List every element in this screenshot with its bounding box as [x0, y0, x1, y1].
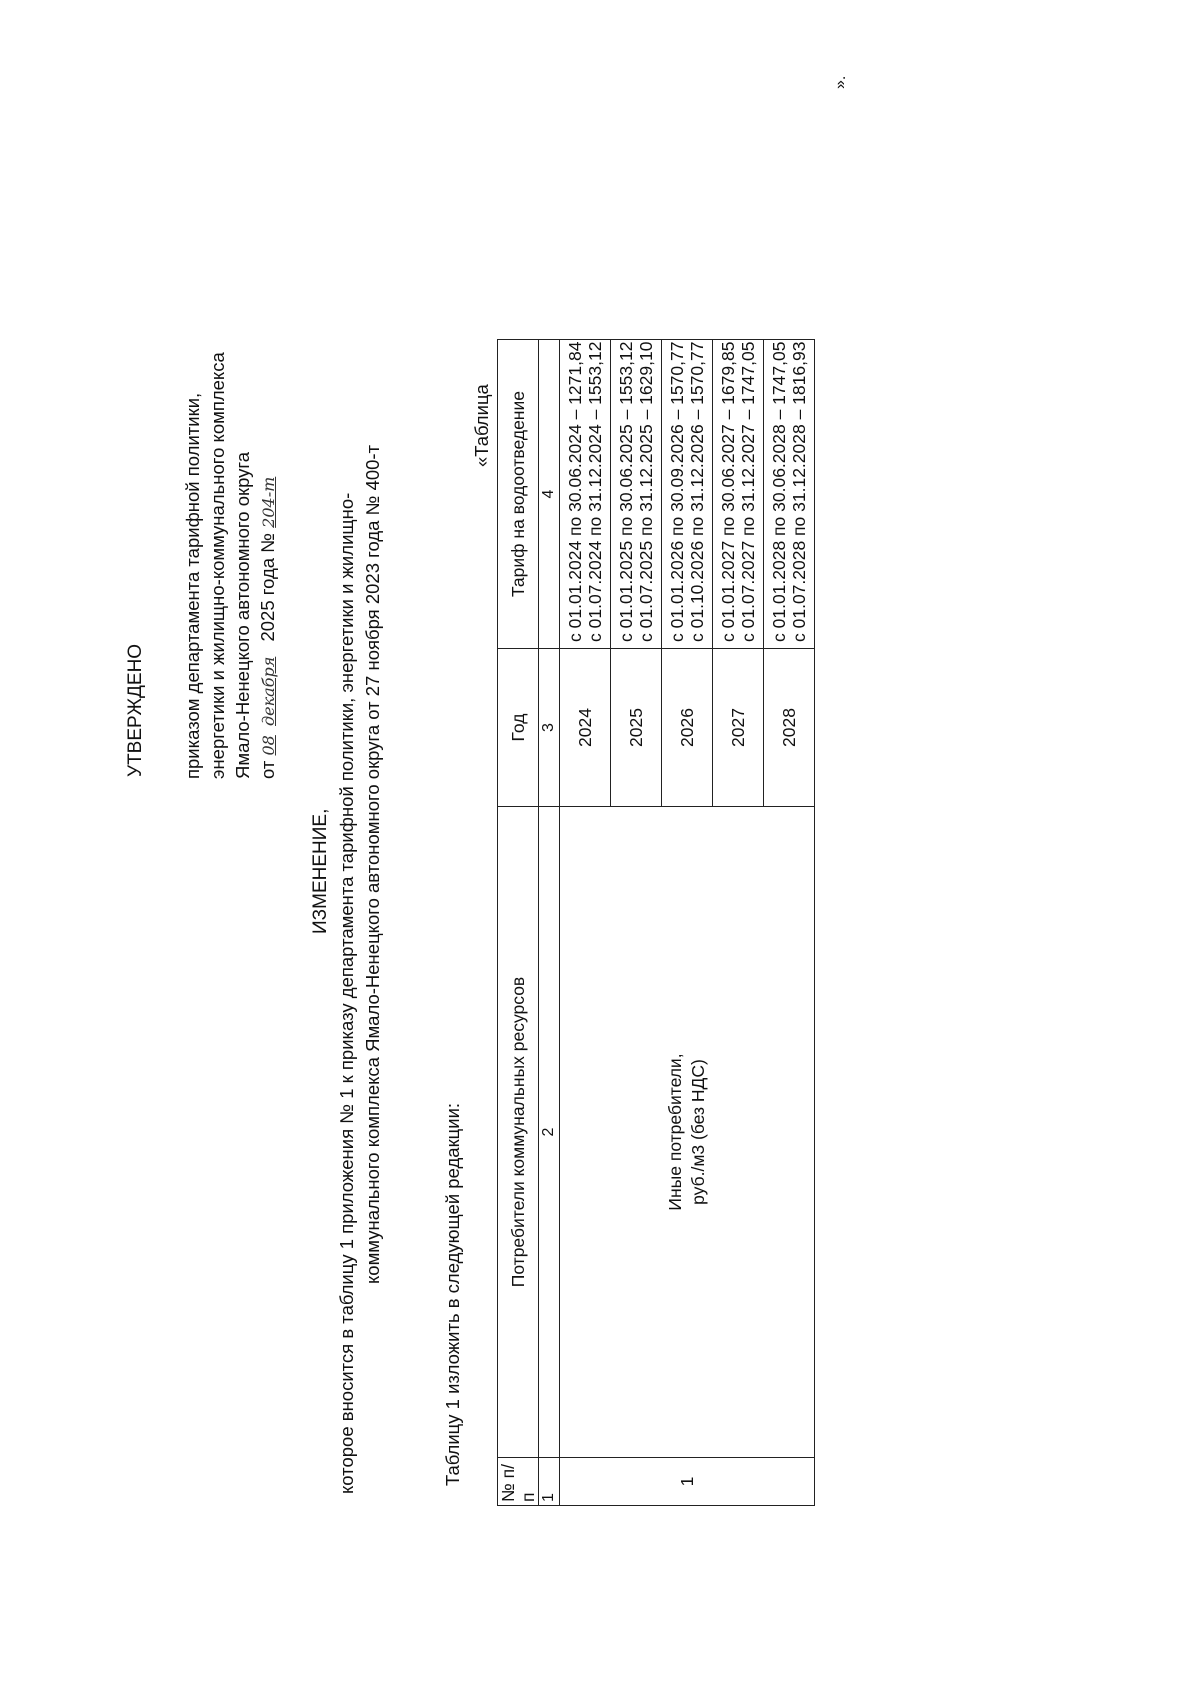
year-cell: 2024	[560, 649, 611, 807]
tariff-cell	[611, 340, 662, 649]
year-cell: 2025	[611, 649, 662, 807]
approval-heading: УТВЕРЖДЕНО	[125, 643, 146, 777]
date-prefix: от	[257, 760, 278, 779]
column-number-4: 4	[539, 340, 560, 649]
lead-text: Таблицу 1 изложить в следующей редакции:	[442, 1102, 463, 1486]
table-column-numbers-row	[539, 340, 560, 1506]
date-year-text: 2025 года №	[257, 532, 278, 642]
table-label: «Таблица	[471, 384, 492, 467]
table-header-row	[498, 340, 539, 1506]
change-subtitle-line-1: которое вносится в таблицу 1 приложения № 1 к приказу департамента тарифной политики, энергетики и жилищно-	[336, 492, 357, 1494]
column-number-3: 3	[539, 649, 560, 807]
tariff-period-2: с 01.10.2026 по 31.12.2026 – 1570,77	[687, 341, 707, 642]
tariff-cell	[662, 340, 713, 649]
column-number-1: 1	[539, 1458, 560, 1506]
approval-date-line	[257, 477, 280, 779]
consumer-line-1: Иные потребители,	[665, 1053, 685, 1211]
consumer-cell	[560, 807, 815, 1458]
tariff-period-1: с 01.01.2028 по 30.06.2028 – 1747,05	[769, 341, 789, 642]
tariff-period-1: с 01.01.2024 по 30.06.2024 – 1271,84	[565, 341, 585, 642]
header-number: № п/п	[498, 1458, 539, 1506]
column-number-2: 2	[539, 807, 560, 1458]
tariff-cell	[560, 340, 611, 649]
tariff-cell	[764, 340, 815, 649]
approval-line-3: Ямало-Ненецкого автономного округа	[232, 451, 253, 779]
tariff-period-2: с 01.07.2024 по 31.12.2024 – 1553,12	[585, 341, 605, 642]
table-row	[560, 340, 611, 1506]
change-subtitle-line-2: коммунального комплекса Ямало-Ненецкого автономного округа от 27 ноября 2023 года № 400-т	[362, 444, 383, 1284]
consumer-line-2: руб./м3 (без НДС)	[688, 1059, 708, 1205]
tariff-table	[497, 339, 815, 1506]
tariff-period-2: с 01.07.2028 по 31.12.2028 – 1816,93	[789, 341, 809, 642]
header-year: Год	[498, 649, 539, 807]
tariff-period-2: с 01.07.2027 по 31.12.2027 – 1747,05	[738, 341, 758, 642]
tariff-period-2: с 01.07.2025 по 31.12.2025 – 1629,10	[636, 341, 656, 642]
header-consumers: Потребители коммунальных ресурсов	[498, 807, 539, 1458]
year-cell: 2028	[764, 649, 815, 807]
approval-line-1: приказом департамента тарифной политики,	[182, 392, 203, 779]
handwritten-month: декабря	[259, 656, 278, 726]
handwritten-day: 08	[259, 735, 278, 756]
year-cell: 2027	[713, 649, 764, 807]
year-cell: 2026	[662, 649, 713, 807]
row-number: 1	[560, 1458, 815, 1506]
change-title: ИЗМЕНЕНИЕ,	[310, 808, 331, 934]
approval-line-2: энергетики и жилищно-коммунального комплекса	[207, 352, 228, 779]
tariff-period-1: с 01.01.2026 по 30.09.2026 – 1570,77	[667, 341, 687, 642]
tariff-period-1: с 01.01.2027 по 30.06.2027 – 1679,85	[718, 341, 738, 642]
tariff-period-1: с 01.01.2025 по 30.06.2025 – 1553,12	[616, 341, 636, 642]
tariff-cell	[713, 340, 764, 649]
handwritten-order-number: 204-т	[259, 476, 278, 528]
header-tariff: Тариф на водоотведение	[498, 340, 539, 649]
closing-quote: ».	[832, 75, 849, 89]
